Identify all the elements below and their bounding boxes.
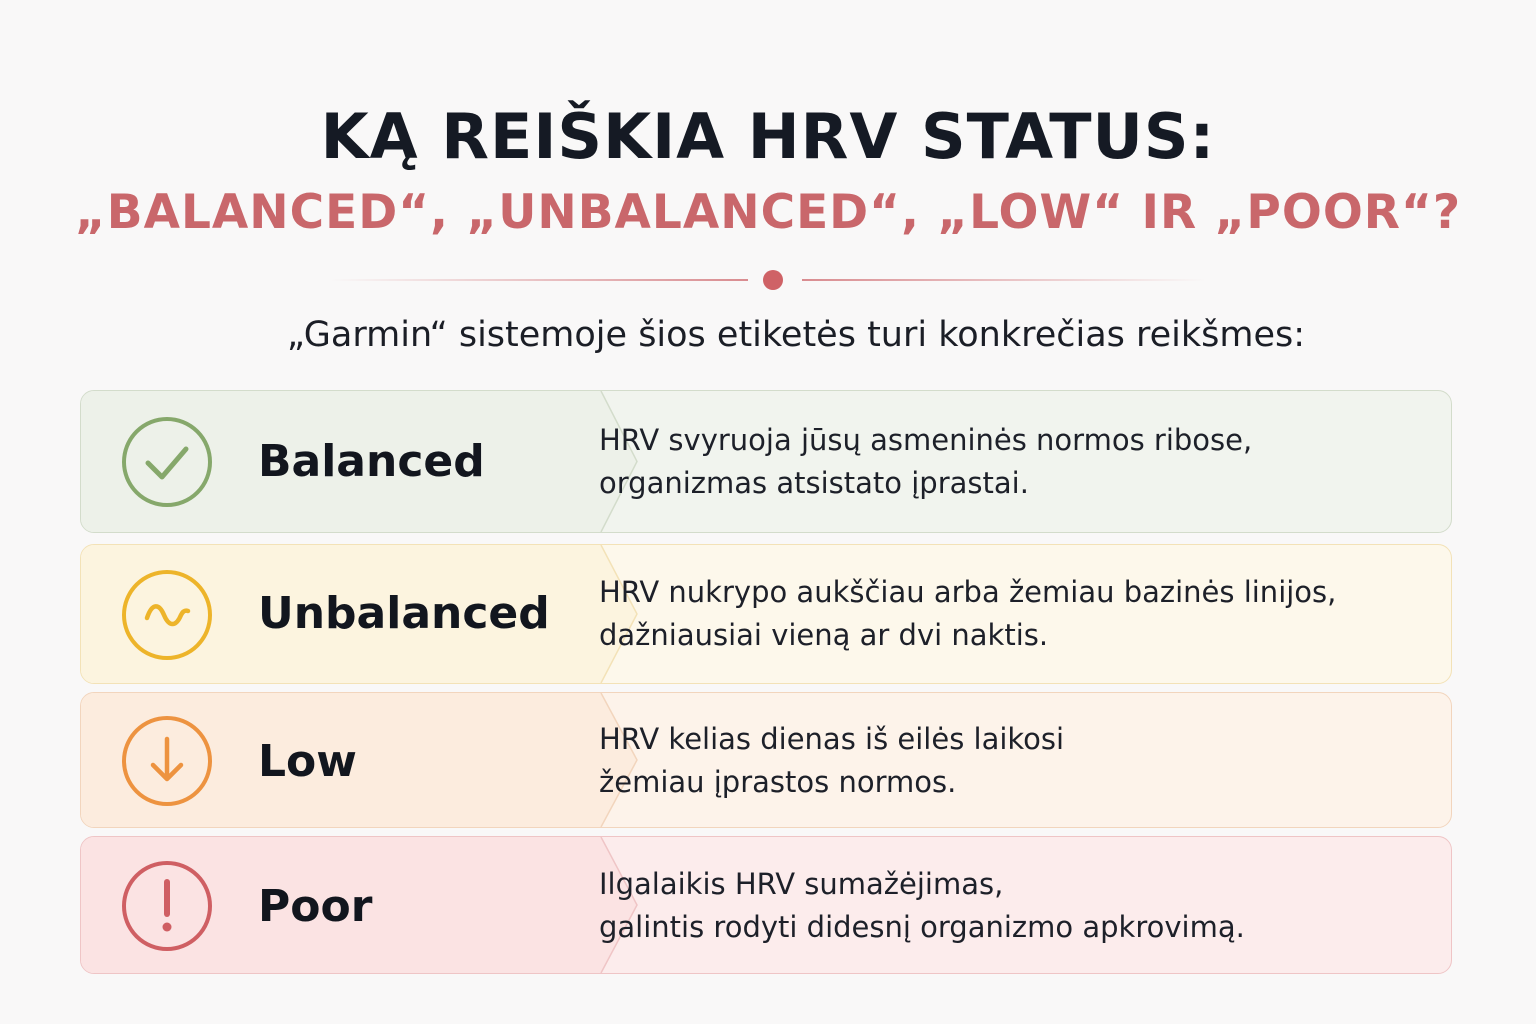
- status-card-balanced: [80, 390, 1452, 533]
- status-desc-line: galintis rodyti didesnį organizmo apkrovimą.: [599, 910, 1245, 944]
- status-desc-line: HRV nukrypo aukščiau arba žemiau bazinės linijos,: [599, 575, 1337, 609]
- intro-text: „Garmin“ sistemoje šios etiketės turi konkrečias reikšmes:: [286, 315, 1306, 355]
- status-desc-line: HRV kelias dienas iš eilės laikosi: [599, 722, 1065, 756]
- page-title: KĄ REIŠKIA HRV STATUS:: [320, 100, 1216, 173]
- status-desc-line: HRV svyruoja jūsų asmeninės normos ribose,: [599, 423, 1253, 457]
- status-desc-line: dažniausiai vieną ar dvi naktis.: [599, 618, 1049, 652]
- status-card-poor: [80, 836, 1452, 974]
- title-divider: [330, 268, 1206, 292]
- status-label-unbalanced: Unbalanced: [258, 588, 550, 639]
- divider-line-right: [802, 279, 1206, 281]
- arrow-down-icon: [121, 715, 213, 807]
- page-subtitle: „BALANCED“, „UNBALANCED“, „LOW“ IR „POOR“?: [74, 185, 1462, 240]
- status-label-poor: Poor: [258, 881, 373, 932]
- wave-icon: [121, 569, 213, 661]
- status-label-balanced: Balanced: [258, 436, 485, 487]
- divider-line-left: [330, 279, 748, 281]
- divider-dot: [763, 270, 783, 290]
- status-card-low: [80, 692, 1452, 828]
- status-desc-line: Ilgalaikis HRV sumažėjimas,: [599, 867, 1004, 901]
- status-label-low: Low: [258, 736, 357, 787]
- status-desc-line: žemiau įprastos normos.: [599, 765, 957, 799]
- check-icon: [121, 416, 213, 508]
- status-card-unbalanced: [80, 544, 1452, 684]
- status-desc-line: organizmas atsistato įprastai.: [599, 466, 1029, 500]
- exclamation-icon: [121, 860, 213, 952]
